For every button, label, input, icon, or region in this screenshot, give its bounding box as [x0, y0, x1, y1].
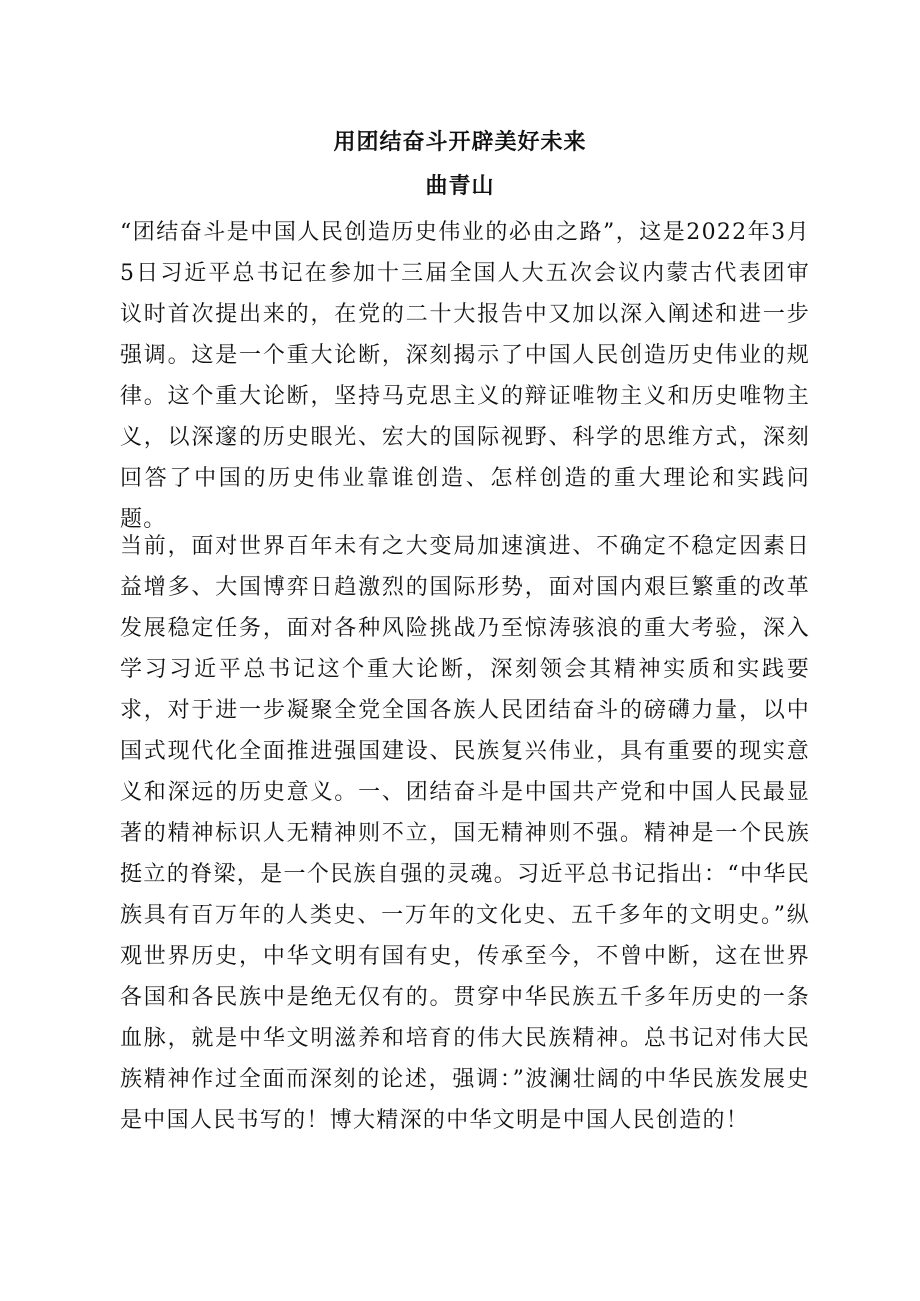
document-author: 曲青山 — [425, 174, 495, 199]
body-paragraph-1: “团结奋斗是中国人民创造历史伟业的必由之路”，这是2022年3月5日习近平总书记在参加十三届全国人大五次会议内蒙古代表团审议时首次提出来的，在党的二十大报告中又加以深入阐述和进一步强调。这是一个重大论断，深刻揭示了中国人民创造历史伟业的规律。这个重大论断，坚持马克思主义的辩证唯物主义和历史唯物主义，以深邃的历史眼光、宏大的国际视野、科学的思维方式，深刻回答了中国的历史伟业靠谁创造、怎样创造的重大理论和实践问题。 — [120, 220, 810, 532]
body-paragraph-2: 当前，面对世界百年未有之大变局加速演进、不确定不稳定因素日益增多、大国博弈日趋激烈的国际形势，面对国内艰巨繁重的改革发展稳定任务，面对各种风险挑战乃至惊涛骇浪的重大考验，深入学习习近平总书记这个重大论断，深刻领会其精神实质和实践要求，对于进一步凝聚全党全国各族人民团结奋斗的磅礴力量，以中国式现代化全面推进强国建设、民族复兴伟业，具有重要的现实意义和深远的历史意义。一、团结奋斗是中国共产党和中国人民最显著的精神标识人无精神则不立，国无精神则不强。精神是一个民族挺立的脊梁，是一个民族自强的灵魂。习近平总书记指出：“中华民族具有百万年的人类史、一万年的文化史、五千多年的文明史。”纵观世界历史，中华文明有国有史，传承至今，不曾中断，这在世界各国和各民族中是绝无仅有的。贯穿中华民族五千多年历史的一条血脉，就是中华文明滋养和培育的伟大民族精神。总书记对伟大民族精神作过全面而深刻的论述，强调：”波澜壮阔的中华民族发展史是中国人民书写的！博大精深的中华文明是中国人民创造的！ — [120, 534, 810, 1133]
document-title: 用团结奋斗开辟美好未来 — [333, 130, 587, 155]
